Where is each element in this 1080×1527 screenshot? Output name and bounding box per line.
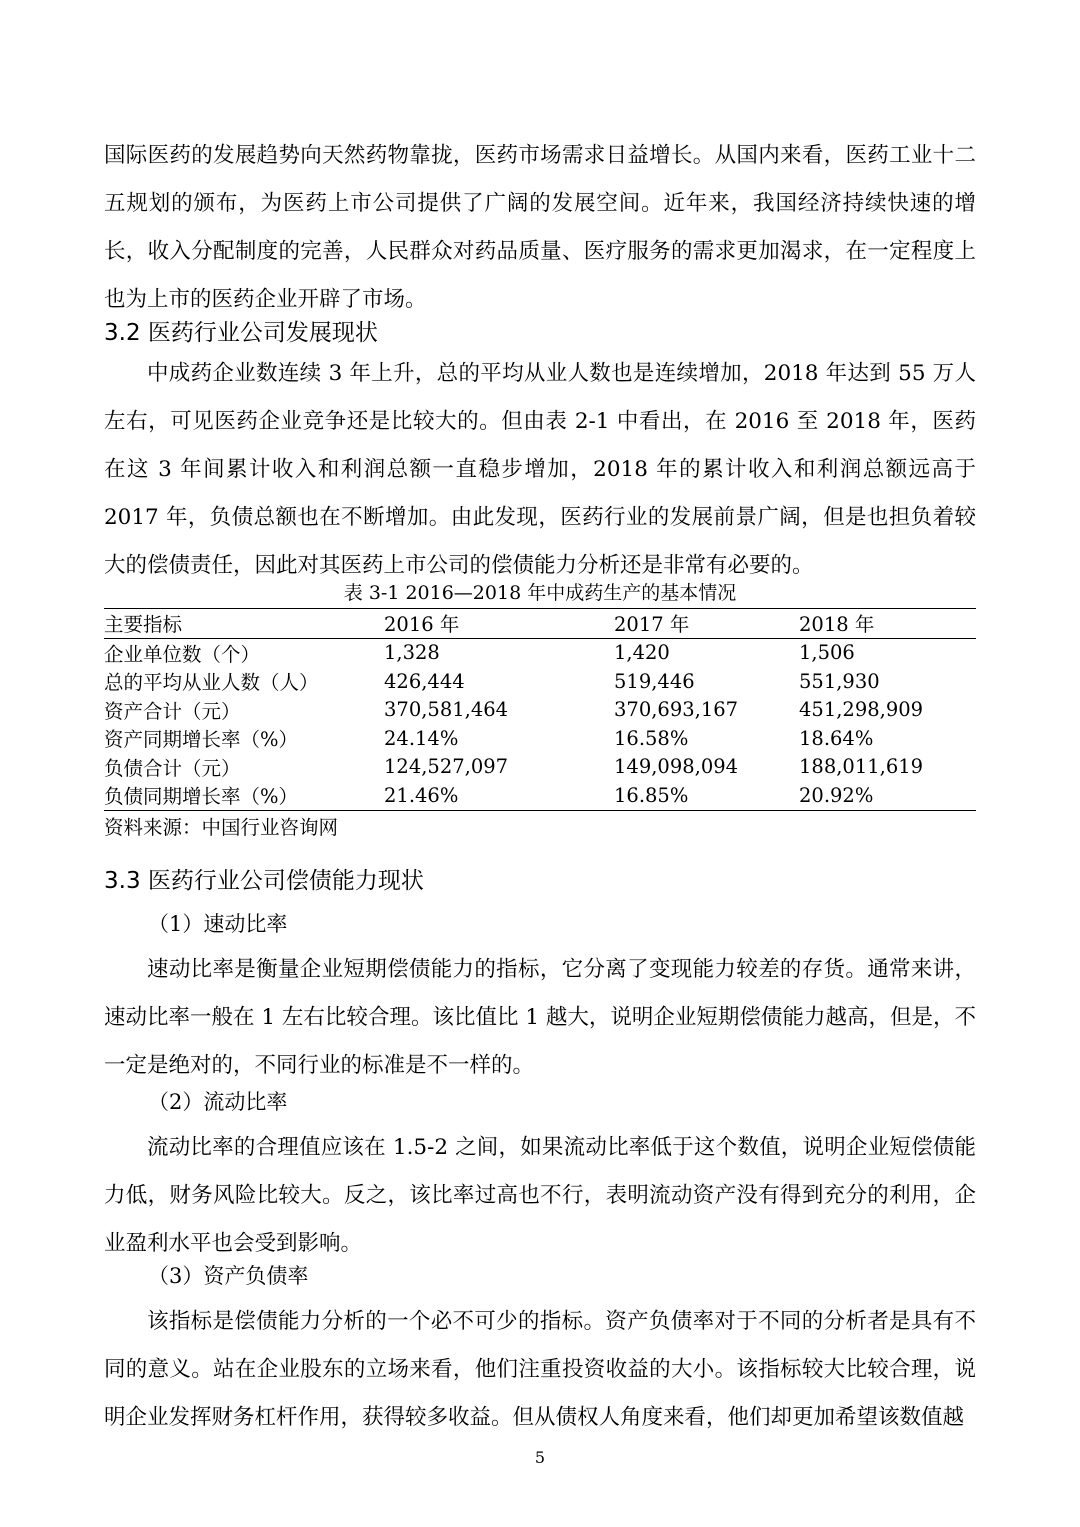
table-cell: 1,506 [799,641,855,665]
table-cell: 188,011,619 [799,755,924,779]
table-cell: 370,693,167 [614,698,739,722]
section-heading-3-3: 3.3 医药行业公司偿债能力现状 [104,868,424,894]
table-cell: 551,930 [799,669,880,693]
table-row [104,724,976,753]
table-cell: 1,420 [614,641,670,665]
data-table [104,608,976,811]
table-row [104,638,976,667]
item-title-quick-ratio: （1）速动比率 [148,912,288,936]
table-header-row [104,609,976,639]
table-row [104,696,976,725]
table-cell: 16.85% [614,783,689,807]
table-cell: 18.64% [799,726,874,750]
table-cell: 20.92% [799,783,874,807]
table-cell: 426,444 [384,669,465,693]
table-caption: 表 3-1 2016—2018 年中成药生产的基本情况 [343,582,737,604]
section-3-2-paragraph: 中成药企业数连续 3 年上升，总的平均从业人数也是连续增加，2018 年达到 55 万人左右，可见医药企业竞争还是比较大的。但由表 2-1 中看出，在 2016 至 2018 年，医药在这 3 年间累计收入和利润总额一直稳步增加，2018 年的累计收入和利润总额远高于 2017 年，负债总额也在不断增加。由此发现，医药行业的发展前景广阔，但是也担负着较大的偿债责任，因此对其医药上市公司的偿债能力分析还是非常有必要的。 [104,361,976,578]
table-cell: 124,527,097 [384,755,509,779]
row-label: 企业单位数（个） [104,642,261,666]
table-cell: 24.14% [384,726,459,750]
item-paragraph-current-ratio: 流动比率的合理值应该在 1.5-2 之间，如果流动比率低于这个数值，说明企业短偿债能力低，财务风险比较大。反之，该比率过高也不行，表明流动资产没有得到充分的利用，企业盈利水平也会受到影响。 [104,1135,976,1256]
item-title-current-ratio: （2）流动比率 [148,1090,288,1114]
table-cell: 16.58% [614,726,689,750]
table-cell: 21.46% [384,783,459,807]
table-row [104,667,976,696]
row-label: 负债同期增长率（%） [104,785,299,809]
item-title-debt-ratio: （3）资产负债率 [148,1264,309,1288]
row-label: 负债合计（元） [104,756,241,780]
intro-paragraph: 国际医药的发展趋势向天然药物靠拢，医药市场需求日益增长。从国内来看，医药工业十二五规划的颁布，为医药上市公司提供了广阔的发展空间。近年来，我国经济持续快速的增长，收入分配制度的完善，人民群众对药品质量、医疗服务的需求更加渴求，在一定程度上也为上市的医药企业开辟了市场。 [104,143,976,312]
item-paragraph-quick-ratio: 速动比率是衡量企业短期偿债能力的指标，它分离了变现能力较差的存货。通常来讲，速动比率一般在 1 左右比较合理。该比值比 1 越大，说明企业短期偿债能力越高，但是，不一定是绝对的，不同行业的标准是不一样的。 [104,957,976,1078]
row-label: 资产合计（元） [104,699,241,723]
table-cell: 519,446 [614,669,695,693]
header-cell: 2018 年 [799,613,875,637]
table-cell: 451,298,909 [799,698,924,722]
table-cell: 1,328 [384,641,440,665]
table-cell: 149,098,094 [614,755,739,779]
header-cell: 2016 年 [384,613,460,637]
table-cell: 370,581,464 [384,698,509,722]
table-row [104,753,976,782]
header-cell: 2017 年 [614,613,690,637]
item-paragraph-debt-ratio: 该指标是偿债能力分析的一个必不可少的指标。资产负债率对于不同的分析者是具有不同的意义。站在企业股东的立场来看，他们注重投资收益的大小。该指标较大比较合理，说明企业发挥财务杠杆作用，获得较多收益。但从债权人角度来看，他们却更加希望该数值越 [104,1309,976,1430]
table-source-note: 资料来源：中国行业咨询网 [104,816,339,839]
row-label: 总的平均从业人数（人） [104,671,319,695]
page-number: 5 [534,1448,546,1467]
header-cell: 主要指标 [104,613,183,637]
table-row [104,781,976,810]
section-heading-3-2: 3.2 医药行业公司发展现状 [104,320,378,346]
row-label: 资产同期增长率（%） [104,728,299,752]
